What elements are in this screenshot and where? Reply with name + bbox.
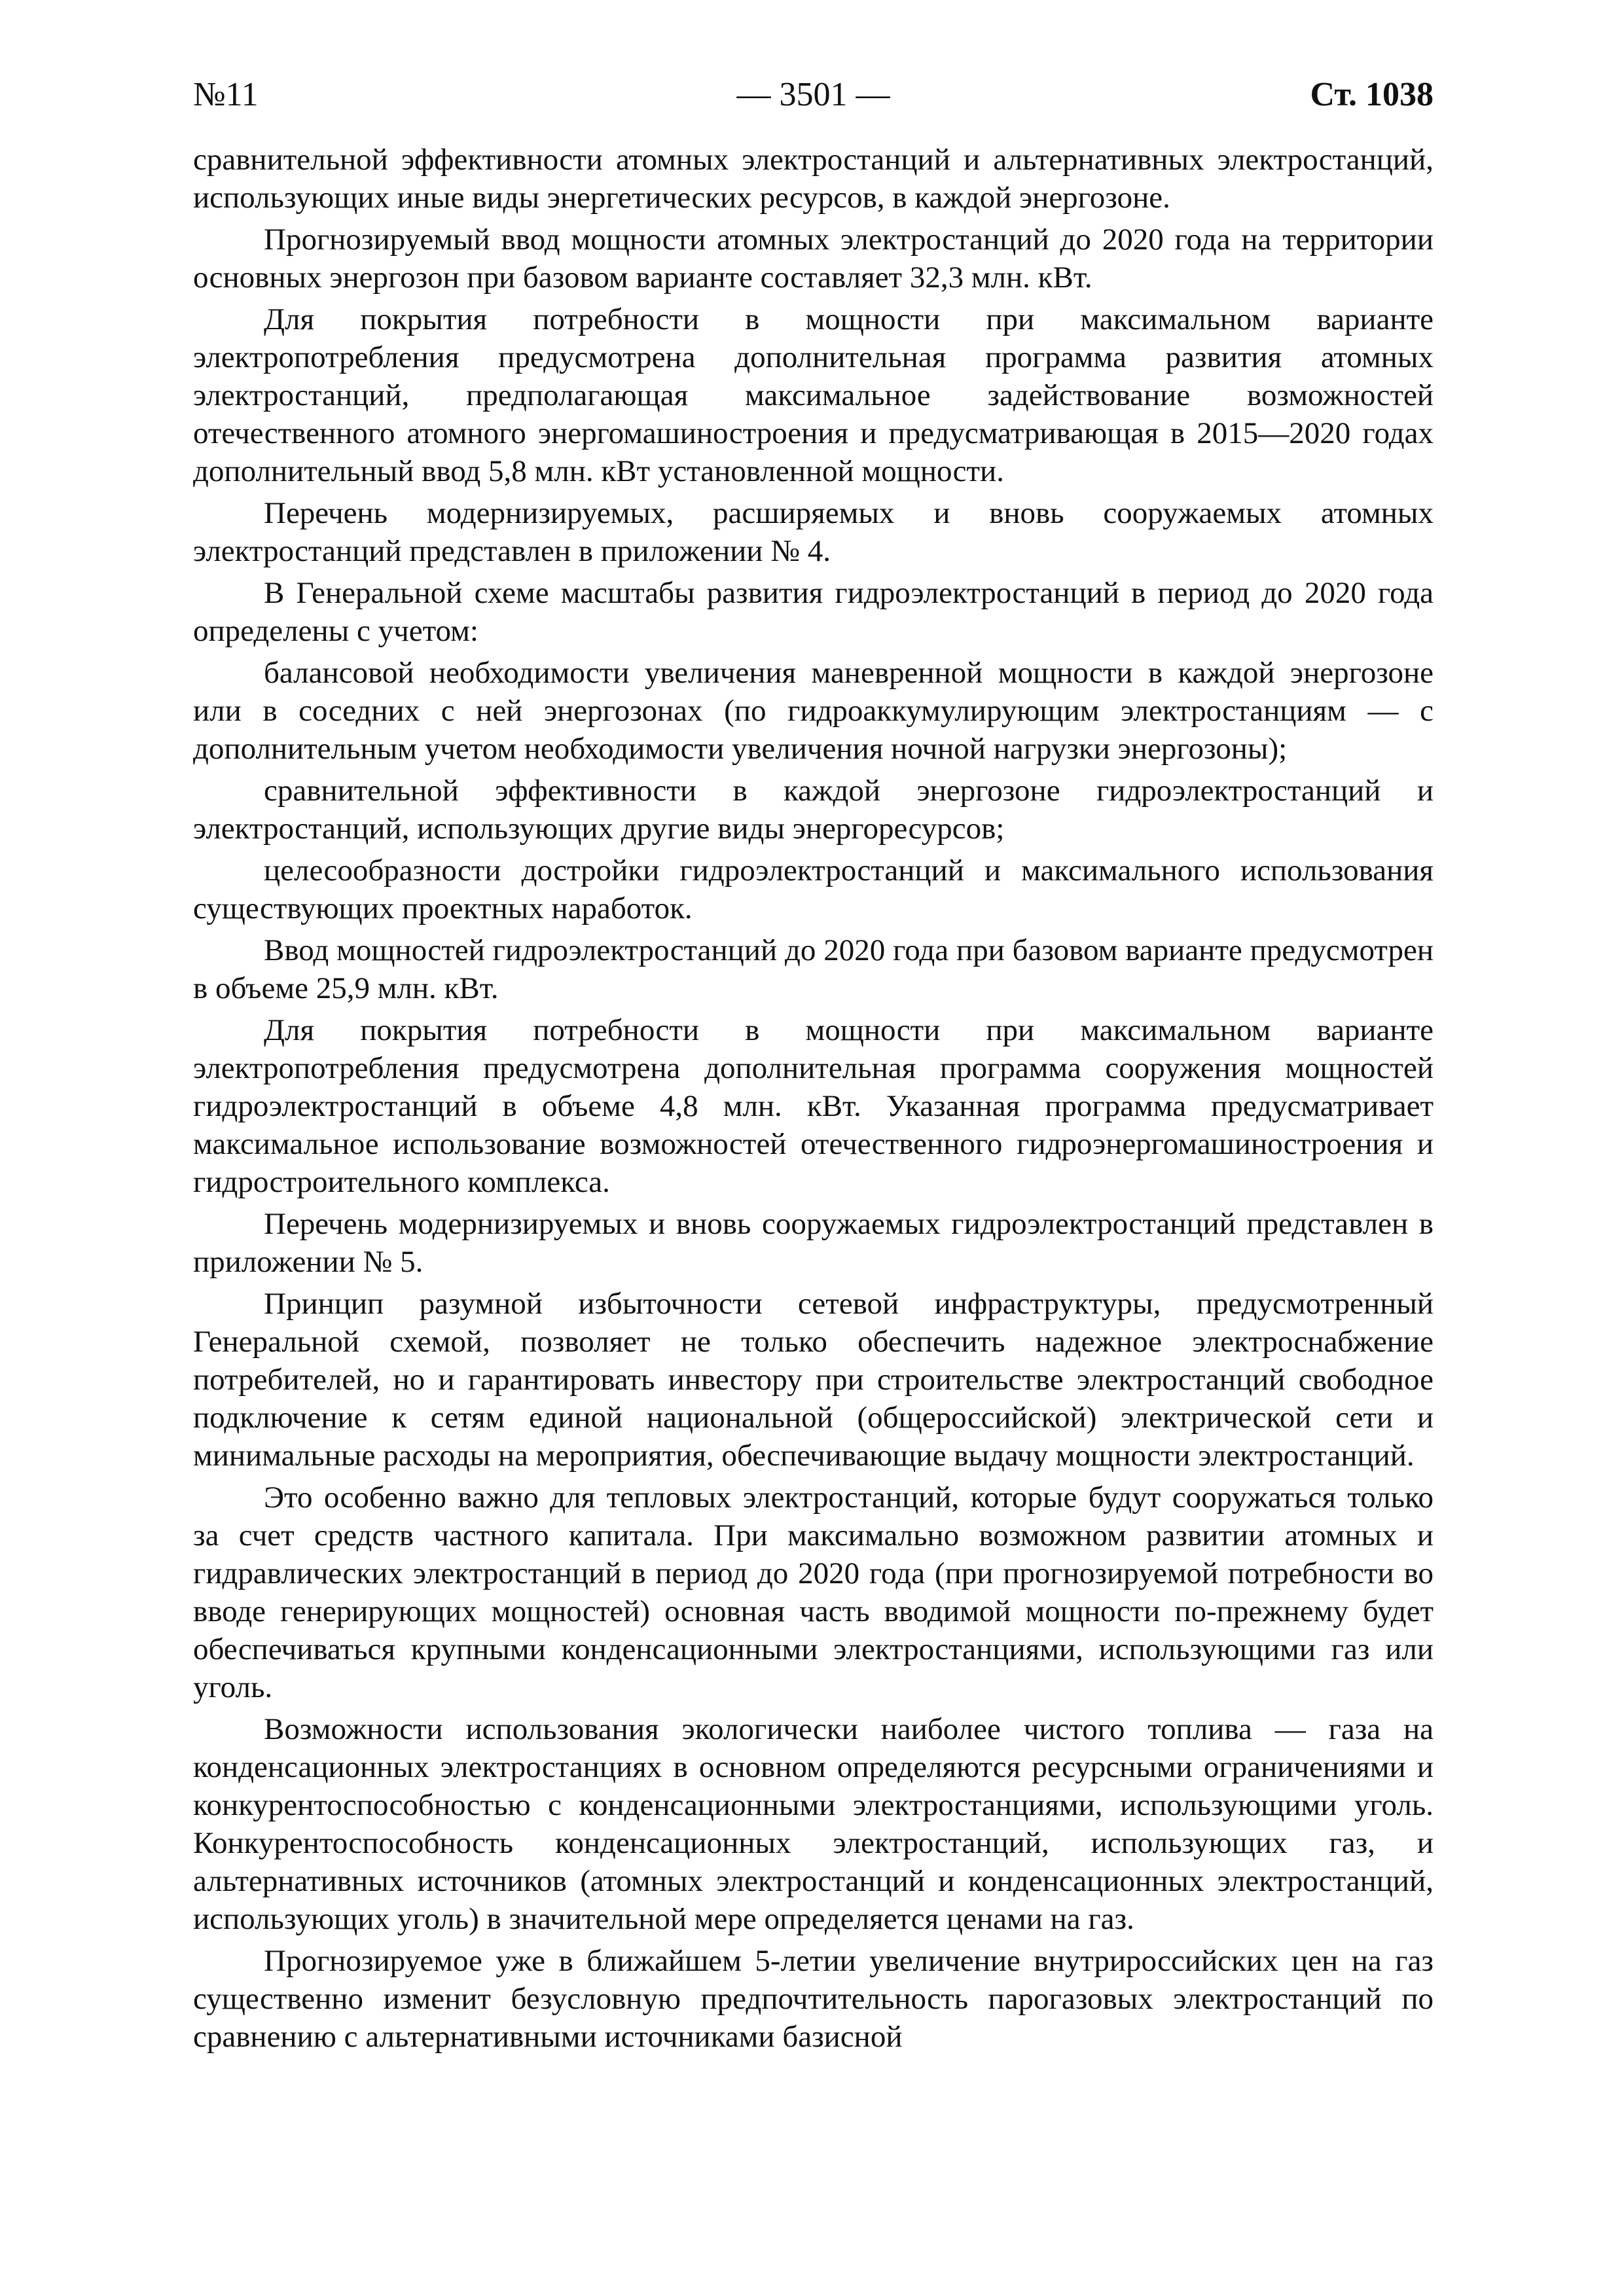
paragraph: Это особенно важно для тепловых электростанций, которые будут сооружаться только за счет средств частного капитала. При максимально возможном развитии атомных и гидравлических электростанций в период до 2020 года (при прогнозируемой потребности во вводе генерирующих мощностей) основная часть вводимой мощности по-прежнему будет обеспечиваться крупными конденсационными электростанциями, использующими газ или уголь. xyxy=(193,1480,1434,1704)
page-header xyxy=(193,69,1434,121)
article-number: Ст. 1038 xyxy=(1310,76,1434,113)
paragraph: сравнительной эффективности атомных электростанций и альтернативных электростанций, использующих иные виды энергетических ресурсов, в каждой энергозоне. xyxy=(193,143,1434,215)
paragraph: Прогнозируемое уже в ближайшем 5-летии увеличение внутрироссийских цен на газ существенно изменит безусловную предпочтительность парогазовых электростанций по сравнению с альтернативными источниками базисной xyxy=(193,1944,1434,2054)
paragraph: В Генеральной схеме масштабы развития гидроэлектростанций в период до 2020 года определены с учетом: xyxy=(193,576,1434,648)
paragraph: Ввод мощностей гидроэлектростанций до 2020 года при базовом варианте предусмотрен в объеме 25,9 млн. кВт. xyxy=(193,933,1434,1005)
paragraph: Перечень модернизируемых, расширяемых и вновь сооружаемых атомных электростанций представлен в приложении № 4. xyxy=(193,496,1434,568)
page-number: — 3501 — xyxy=(736,76,890,113)
paragraph: Перечень модернизируемых и вновь сооружаемых гидроэлектростанций представлен в приложении № 5. xyxy=(193,1207,1434,1279)
paragraph: Принцип разумной избыточности сетевой инфраструктуры, предусмотренный Генеральной схемой, позволяет не только обеспечить надежное электроснабжение потребителей, но и гарантировать инвестору при строительстве электростанций свободное подключение к сетям единой национальной (общероссийской) электрической сети и минимальные расходы на мероприятия, обеспечивающие выдачу мощности электростанций. xyxy=(193,1287,1434,1473)
paragraph: Для покрытия потребности в мощности при максимальном варианте электропотребления предусмотрена дополнительная программа развития атомных электростанций, предполагающая максимальное задействование возможностей отечественного атомного энергомашиностроения и предусматривающая в 2015—2020 годах дополнительный ввод 5,8 млн. кВт установленной мощности. xyxy=(193,302,1434,488)
list-item: целесообразности достройки гидроэлектростанций и максимального использования существующих проектных наработок. xyxy=(193,853,1434,925)
paragraph: Прогнозируемый ввод мощности атомных электростанций до 2020 года на территории основных энергозон при базовом варианте составляет 32,3 млн. кВт. xyxy=(193,223,1434,295)
paragraph: Возможности использования экологически наиболее чистого топлива — газа на конденсационных электростанциях в основном определяются ресурсными ограничениями и конкурентоспособностью с конденсационными электростанциями, использующими уголь. Конкурентоспособность конденсационных электростанций, использующих газ, и альтернативных источников (атомных электростанций и конденсационных электростанций, использующих уголь) в значительной мере определяется ценами на газ. xyxy=(193,1712,1434,1936)
list-item: сравнительной эффективности в каждой энергозоне гидроэлектростанций и электростанций, использующих другие виды энергоресурсов; xyxy=(193,774,1434,846)
document-body xyxy=(193,141,1434,2060)
paragraph: Для покрытия потребности в мощности при максимальном варианте электропотребления предусмотрена дополнительная программа сооружения мощностей гидроэлектростанций в объеме 4,8 млн. кВт. Указанная программа предусматривает максимальное использование возможностей отечественного гидроэнергомашиностроения и гидростроительного комплекса. xyxy=(193,1013,1434,1199)
issue-number: №11 xyxy=(193,76,259,113)
list-item: балансовой необходимости увеличения маневренной мощности в каждой энергозоне или в соседних с ней энергозонах (по гидроаккумулирующим электростанциям — с дополнительным учетом необходимости увеличения ночной нагрузки энергозоны); xyxy=(193,656,1434,766)
